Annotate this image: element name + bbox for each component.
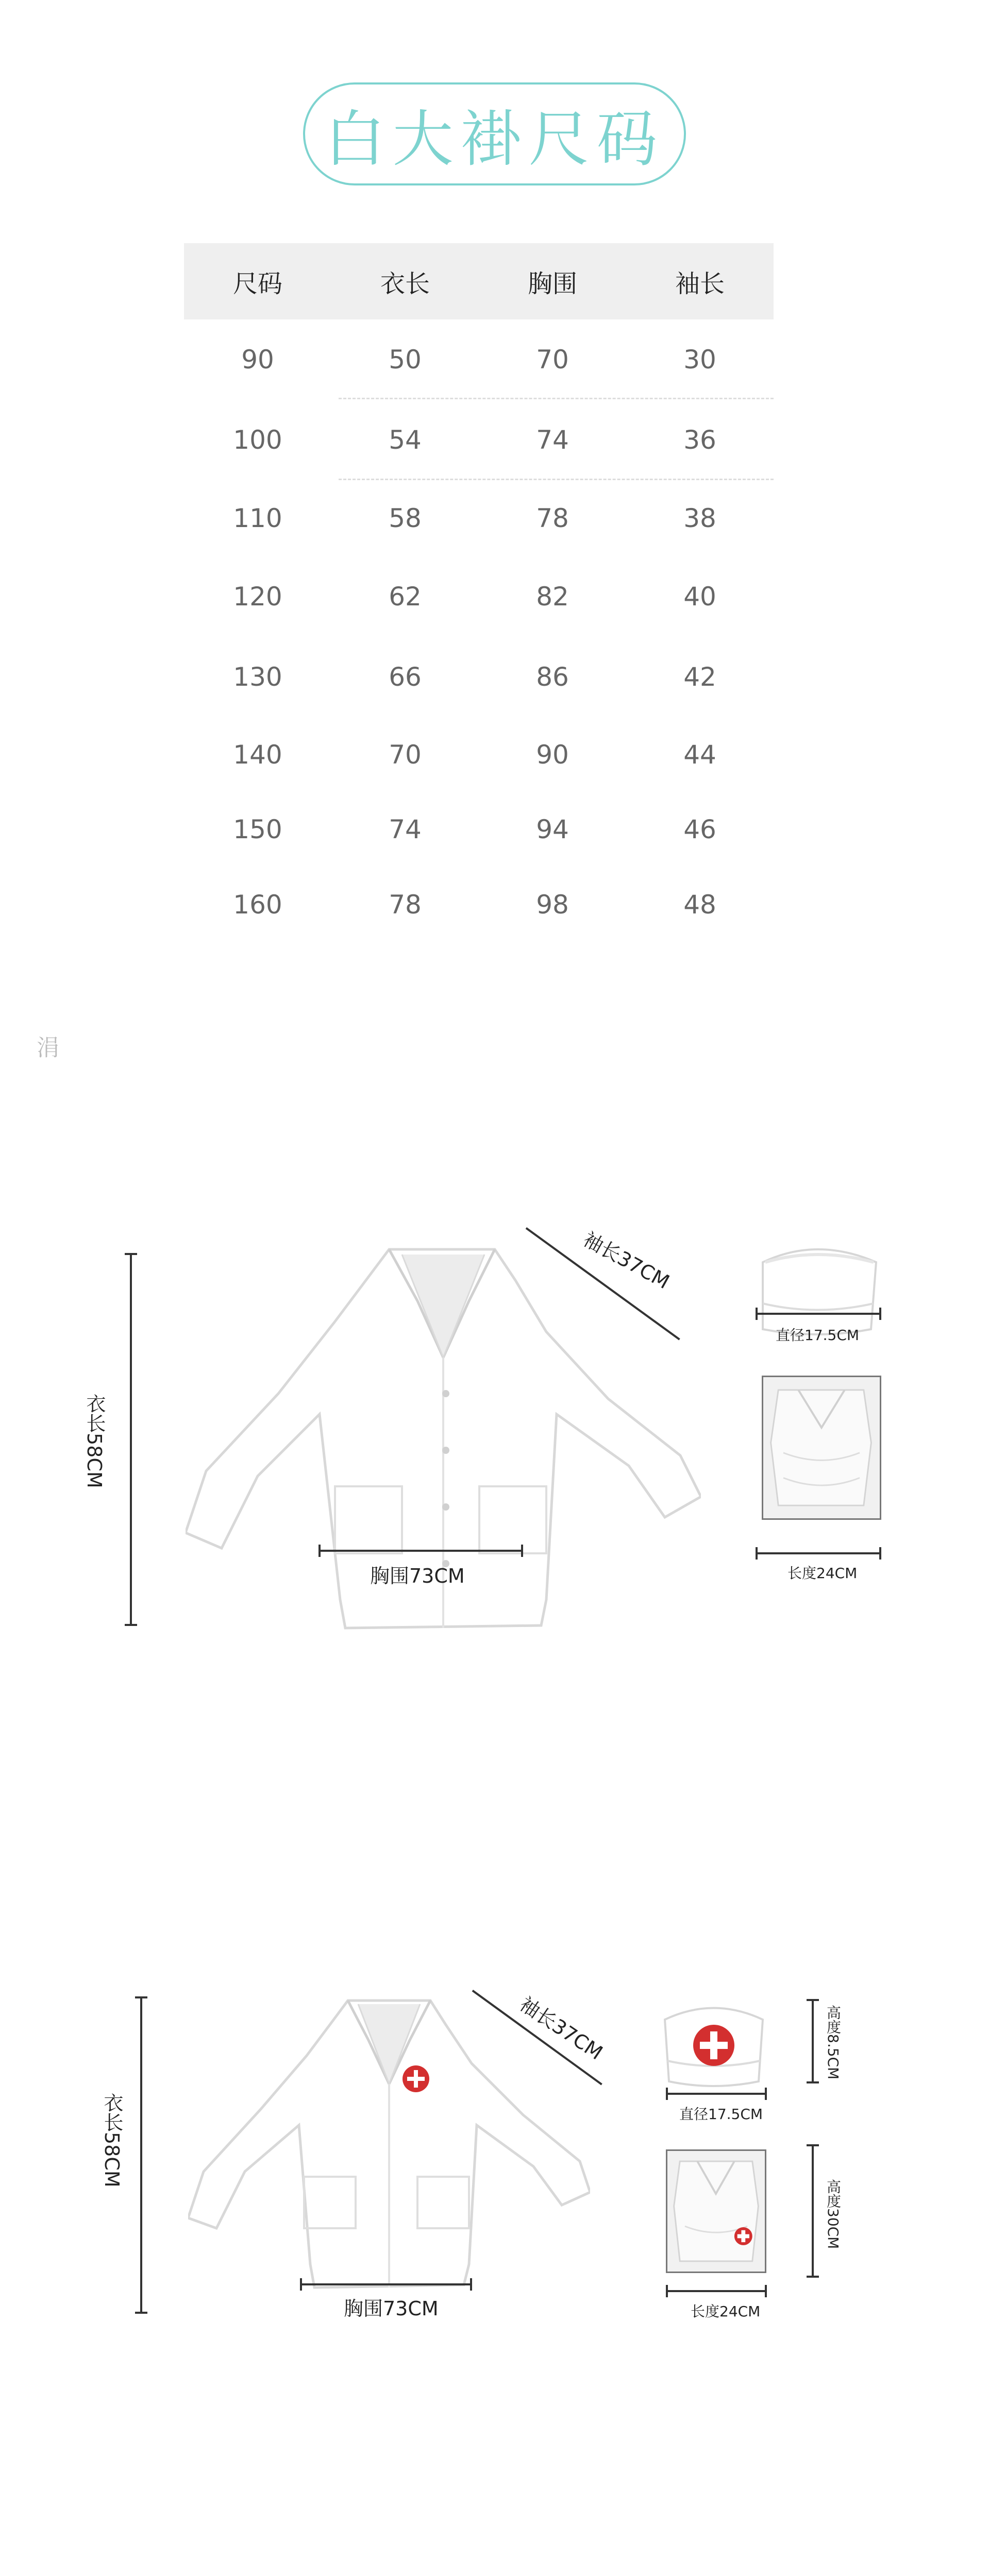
table-row: [184, 480, 774, 556]
pack-length-label: 长度24CM: [691, 2303, 761, 2320]
chest-label: 胸围73CM: [344, 2297, 439, 2320]
pack-length-line: [667, 2290, 766, 2292]
sleeve-label: 袖长37CM: [579, 1227, 674, 1294]
table-cell: 58: [389, 503, 422, 533]
product-1-section: [0, 1226, 989, 1716]
table-cell: 120: [233, 582, 282, 612]
pack-height-label: 高度30CM: [825, 2179, 842, 2249]
product-2-section: [0, 1958, 989, 2473]
cap-diameter-label: 直径17.5CM: [776, 1327, 860, 1344]
table-cell: 54: [389, 425, 422, 455]
cap-image: [660, 1999, 768, 2092]
table-cell: 48: [683, 890, 716, 920]
table-cell: 98: [536, 890, 569, 920]
column-header: 胸围: [527, 269, 577, 298]
table-cell: 78: [536, 503, 569, 533]
table-cell: 94: [536, 815, 569, 844]
table-cell: 46: [683, 815, 716, 844]
measure-tick: [807, 2081, 819, 2083]
table-cell: 74: [536, 425, 569, 455]
table-cell: 100: [233, 425, 282, 455]
pack-length-label: 长度24CM: [787, 1565, 858, 1582]
table-header: [184, 243, 774, 319]
coat-length-line: [140, 1996, 142, 2312]
column-header: 袖长: [675, 269, 725, 298]
table-cell: 82: [536, 582, 569, 612]
cap-diameter-line: [667, 2093, 766, 2095]
table-cell: 70: [536, 344, 569, 375]
table-cell: 40: [683, 582, 716, 612]
table-cell: 44: [683, 739, 716, 770]
table-row: [184, 319, 774, 399]
packaged-coat-image: [762, 1376, 881, 1520]
cap-diameter-line: [757, 1313, 880, 1315]
table-cell: 62: [389, 582, 422, 612]
column-header: 衣长: [380, 269, 430, 298]
table-cell: 86: [536, 662, 569, 692]
table-cell: 78: [389, 890, 422, 920]
table-cell: 36: [683, 425, 716, 455]
coat-length-line: [130, 1253, 132, 1624]
table-cell: 110: [233, 503, 282, 533]
table-cell: 42: [683, 662, 716, 692]
table-cell: 150: [233, 815, 282, 844]
table-cell: 50: [389, 344, 422, 375]
table-row: [184, 556, 774, 637]
chest-line: [301, 2283, 471, 2285]
measure-tick: [135, 2312, 147, 2314]
pack-length-line: [757, 1552, 880, 1554]
coat-length-label: 衣长58CM: [83, 1394, 106, 1488]
measure-tick: [879, 1308, 881, 1320]
lab-coat-image: [188, 1996, 590, 2300]
table-row: [184, 637, 774, 717]
measure-tick: [879, 1547, 881, 1560]
measure-tick: [470, 2278, 472, 2291]
measure-tick: [807, 2276, 819, 2278]
table-cell: 70: [389, 739, 422, 770]
page-title: 白大褂尺码: [303, 82, 686, 185]
table-row: [184, 717, 774, 792]
chest-line: [320, 1550, 522, 1552]
measure-tick: [125, 1624, 137, 1626]
table-row: [184, 792, 774, 867]
table-row: [184, 399, 774, 480]
pack-height-line: [812, 2144, 814, 2276]
lab-coat-image: [186, 1244, 701, 1651]
cap-diameter-label: 直径17.5CM: [679, 2106, 763, 2123]
column-header: 尺码: [232, 269, 282, 298]
measure-tick: [765, 2088, 767, 2100]
packaged-coat-image: [666, 2149, 766, 2273]
table-row: [184, 867, 774, 942]
table-cell: 90: [241, 344, 274, 375]
measure-tick: [765, 2285, 767, 2297]
table-cell: 38: [683, 503, 716, 533]
measure-tick: [521, 1545, 523, 1557]
size-table: [184, 243, 774, 942]
table-cell: 30: [683, 344, 716, 375]
table-cell: 130: [233, 662, 282, 692]
table-cell: 90: [536, 739, 569, 770]
sleeve-label: 袖长37CM: [515, 1992, 607, 2064]
coat-length-label: 衣长58CM: [100, 2093, 123, 2188]
watermark-text: 涓: [32, 1036, 59, 1058]
cap-height-line: [812, 1999, 814, 2081]
table-cell: 74: [389, 815, 422, 844]
table-cell: 66: [389, 662, 422, 692]
table-cell: 160: [233, 890, 282, 920]
cap-height-label: 高度8.5CM: [825, 2005, 842, 2080]
chest-label: 胸围73CM: [370, 1565, 465, 1587]
table-cell: 140: [233, 739, 282, 770]
